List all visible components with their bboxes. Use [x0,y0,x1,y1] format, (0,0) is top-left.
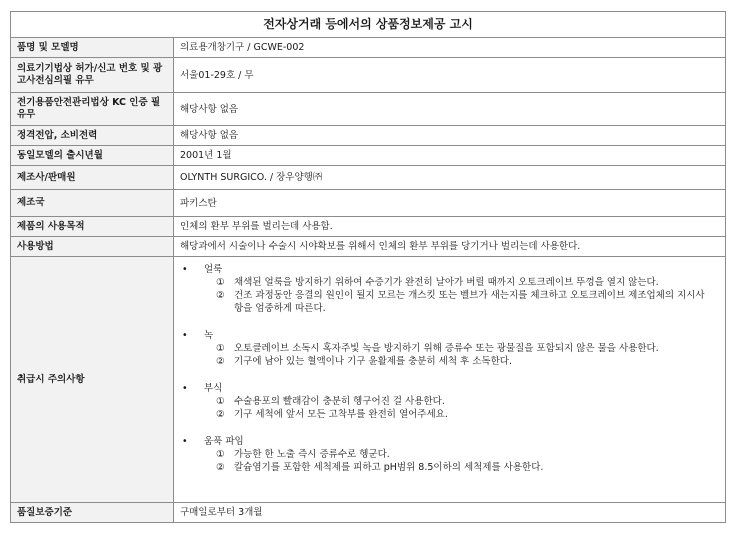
caution-item-text: 채색된 얼룩을 방지하기 위하여 수증기가 완전히 날아가 버릴 때까지 오토크레이브 뚜껑을 열지 않는다. [234,277,659,288]
circled-number: ② [216,409,225,420]
caution-heading: 움푹 파임 [204,436,244,447]
row-label-permit-number: 의료기기법상 허가/신고 번호 및 광고사전심의필 유무 [11,58,174,93]
bullet-icon: • [182,330,188,341]
table-row [11,126,726,146]
row-value-rated-voltage: 해당사항 없음 [174,126,726,146]
row-label-warranty: 품질보증기준 [11,503,174,523]
row-label-release-date: 동일모델의 출시년월 [11,146,174,166]
table-row [11,503,726,523]
table-row [11,190,726,217]
circled-number: ② [216,356,225,367]
row-label-country: 제조국 [11,190,174,217]
row-label-manufacturer: 제조사/판매원 [11,166,174,190]
caution-section-pitting [180,435,719,474]
caution-item-text: 기구 세척에 앞서 모든 고착부를 완전히 열어주세요. [234,409,448,420]
bullet-icon: • [182,383,188,394]
caution-item-text: 가능한 한 노출 즉시 증류수로 헹군다. [234,449,390,460]
caution-item [180,408,719,421]
circled-number: ② [216,290,225,301]
row-label-usage: 사용방법 [11,237,174,257]
circled-number: ① [216,396,225,407]
table-row [11,237,726,257]
table-row [11,166,726,190]
row-label-rated-voltage: 정격전압, 소비전력 [11,126,174,146]
row-value-usage: 해당과에서 시술이나 수술시 시야확보를 위해서 인체의 환부 부위를 당기거나 벌리는데 사용한다. [174,237,726,257]
row-label-caution: 취급시 주의사항 [11,257,174,503]
caution-heading: 얼룩 [204,264,223,275]
circled-number: ① [216,343,225,354]
circled-number: ① [216,449,225,460]
table-row [11,217,726,237]
caution-item-text: 칼슘염기를 포함한 세척제를 피하고 pH범위 8.5이하의 세척제를 사용한다. [234,462,544,473]
row-label-product-name: 품명 및 모델명 [11,38,174,58]
row-value-manufacturer: OLYNTH SURGICO. / 장우양행㈜ [174,166,726,190]
table-body [11,12,726,523]
caution-item [180,355,719,368]
row-label-kc-certification: 전기용품안전관리법상 KC 인증 필 유무 [11,93,174,126]
bullet-icon: • [182,264,188,275]
caution-item [180,461,719,474]
table-row [11,38,726,58]
caution-item [180,395,719,408]
caution-section-rust [180,329,719,368]
row-value-product-name: 의료용개창기구 / GCWE-002 [174,38,726,58]
caution-item [180,448,719,461]
row-label-purpose: 제품의 사용목적 [11,217,174,237]
caution-item-text: 기구에 남아 있는 혈액이나 기구 윤활제를 충분히 세척 후 소독한다. [234,356,512,367]
caution-section-stain [180,263,719,315]
table-row [11,93,726,126]
row-value-warranty: 구매일로부터 3개월 [174,503,726,523]
bullet-icon: • [182,436,188,447]
caution-heading: 부식 [204,383,223,394]
caution-section-corrosion [180,382,719,421]
row-value-release-date: 2001년 1월 [174,146,726,166]
caution-item [180,342,719,355]
row-value-purpose: 인체의 환부 부위를 벌리는데 사용함. [174,217,726,237]
circled-number: ② [216,462,225,473]
row-value-country: 파키스탄 [174,190,726,217]
notice-title: 전자상거래 등에서의 상품정보제공 고시 [11,12,726,38]
row-value-permit-number: 서울01-29호 / 무 [174,58,726,93]
table-row [11,58,726,93]
row-value-kc-certification: 해당사항 없음 [174,93,726,126]
product-info-notice-table [10,11,726,523]
caution-heading: 녹 [204,330,214,341]
caution-item-text: 오토클레이브 소독시 혹자주빛 녹을 방지하기 위해 증류수 또는 광물질을 포함되지 않은 물을 사용한다. [234,343,659,354]
caution-row [11,257,726,503]
title-row [11,12,726,38]
table-row [11,146,726,166]
caution-content [174,257,726,503]
circled-number: ① [216,277,225,288]
caution-item [180,289,719,315]
caution-item-text: 건조 과정동안 응결의 원인이 될지 모르는 개스킷 또는 벨브가 새는지를 체크하고 오토크레이브 제조업체의 지시사항을 엄중하게 따른다. [234,290,705,314]
caution-item-text: 수술용포의 빨래감이 충분히 헹구어진 걸 사용한다. [234,396,445,407]
caution-item [180,276,719,289]
